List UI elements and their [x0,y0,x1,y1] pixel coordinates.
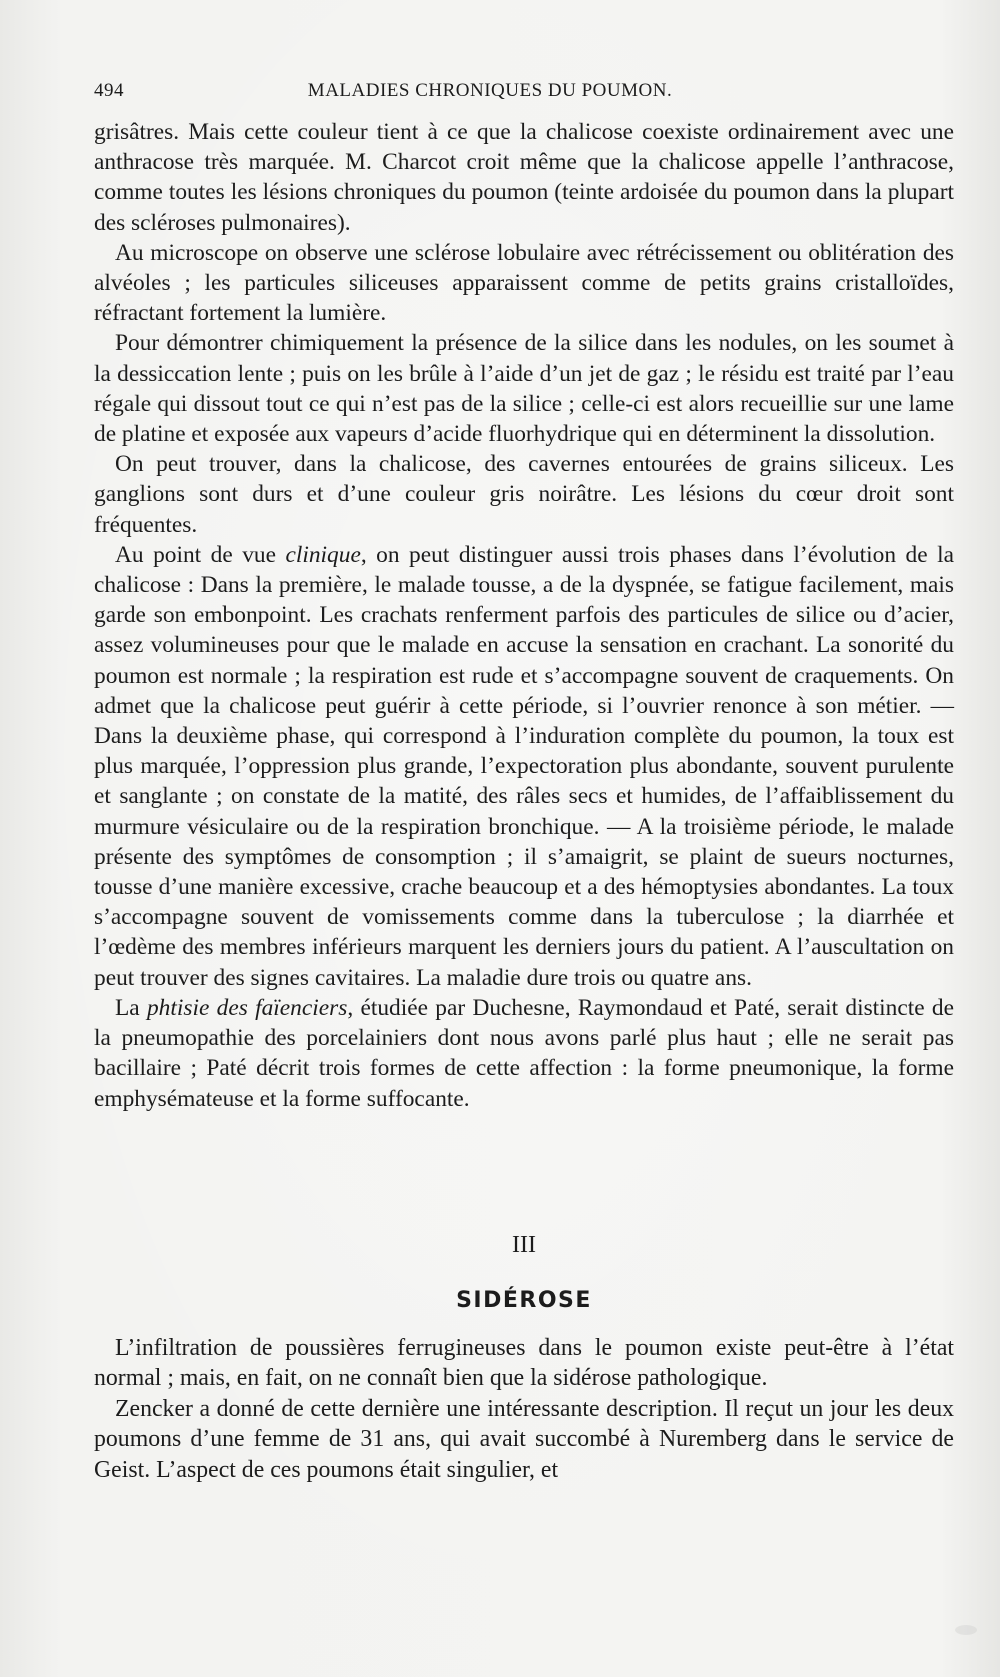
running-head [94,80,886,110]
main-text [94,117,954,1114]
paragraph-clinical [94,540,954,993]
clinical-text-start: Au point de vue [115,541,286,568]
faienciers-text-rest: , étudiée par Duchesne, Raymondaud et Paté, serait distincte de la pneumopathie des porcelainiers dont nous avons parlé plus haut ; elle ne serait pas bacillaire ; Paté décrit trois formes de cette affection : la forme pneumonique, la forme emphysémateuse et la forme suffocante. [94,994,954,1112]
paragraph-infiltration: L’infiltration de poussières ferrugineuses dans le poumon existe peut-être à l’état normal ; mais, en fait, on ne connaît bien que la sidérose pathologique. [94,1335,954,1392]
paper-stain [955,1625,977,1635]
section-title: SIDÉROSE [456,1288,592,1313]
clinical-text-rest: , on peut distinguer aussi trois phases dans l’évolution de la chalicose : Dans la première, le malade tousse, a de la dyspnée, se fatigue facilement, mais garde son embonpoint. Les crachats renferment parfois des particules de silice ou d’acier, assez volumineuses pour que le malade en accuse la sensation en crachant. La sonorité du poumon est normale ; la respiration est rude et s’accompagne souvent de craquements. On admet que la chalicose peut guérir à cette période, si l’ouvrier renonce à son métier. — Dans la deuxième phase, qui correspond à l’induration complète du poumon, la toux est plus marquée, l’oppression plus grande, l’expectoration plus abondante, souvent purulente et sanglante ; on constate de la matité, des râles secs et humides, de l’affaiblissement du murmure vésiculaire ou de la respiration bronchique. — A la troisième période, le malade présente des symptômes de consomption ; il s’amaigrit, se plaint de sueurs nocturnes, tousse d’une manière excessive, crache beaucoup et a des hémoptysies abondantes. La toux s’accompagne souvent de vomissements comme dans la tuberculose ; la diarrhée et l’œdème des membres inférieurs marquent les derniers jours du patient. A l’auscultation on peut trouver des signes cavitaires. La maladie dure trois ou quatre ans. [94,541,954,991]
paragraph-zencker: Zencker a donné de cette dernière une intéressante description. Il reçut un jour les deux poumons d’une femme de 31 ans, qui avait succombé à Nuremberg dans le service de Geist. L’aspect de ces poumons était singulier, et [94,1395,954,1483]
faienciers-text-start: La [115,994,147,1021]
paragraph-microscope: Au microscope on observe une sclérose lobulaire avec rétrécissement ou oblitération des alvéoles ; les particules siliceuses apparaissent comme de petits grains cristalloïdes, réfractant fortement la lumière. [94,239,954,327]
paragraph-chemistry: Pour démontrer chimiquement la présence de la silice dans les nodules, on les soumet à la dessiccation lente ; puis on les brûle à l’aide d’un jet de gaz ; le résidu est traité par l’eau régale qui dissout tout ce qui n’est pas de la silice ; celle-ci est alors recueillie sur une lame de platine et exposée aux vapeurs d’acide fluorhydrique qui en déterminent la dissolution. [94,330,954,448]
paragraph-lesions: On peut trouver, dans la chalicose, des cavernes entourées de grains siliceux. Les ganglions sont durs et d’une couleur gris noirâtre. Les lésions du cœur droit sont fréquentes. [94,451,954,538]
running-head-title: MALADIES CHRONIQUES DU POUMON. [307,80,673,101]
section-text [94,1333,954,1485]
faienciers-emphasis: phtisie des faïenciers [146,994,348,1021]
clinical-emphasis: clinique [285,541,361,568]
page-number: 494 [94,80,124,101]
paragraph-faienciers [94,993,954,1114]
paragraph-continuation: grisâtres. Mais cette couleur tient à ce que la chalicose coexiste ordinairement avec une anthracose très marquée. M. Charcot croit même que la chalicose appelle l’anthracose, comme toutes les lésions chroniques du poumon (teinte ardoisée du poumon dans la plupart des scléroses pulmonaires). [94,119,954,236]
section-numeral: III [512,1232,536,1258]
